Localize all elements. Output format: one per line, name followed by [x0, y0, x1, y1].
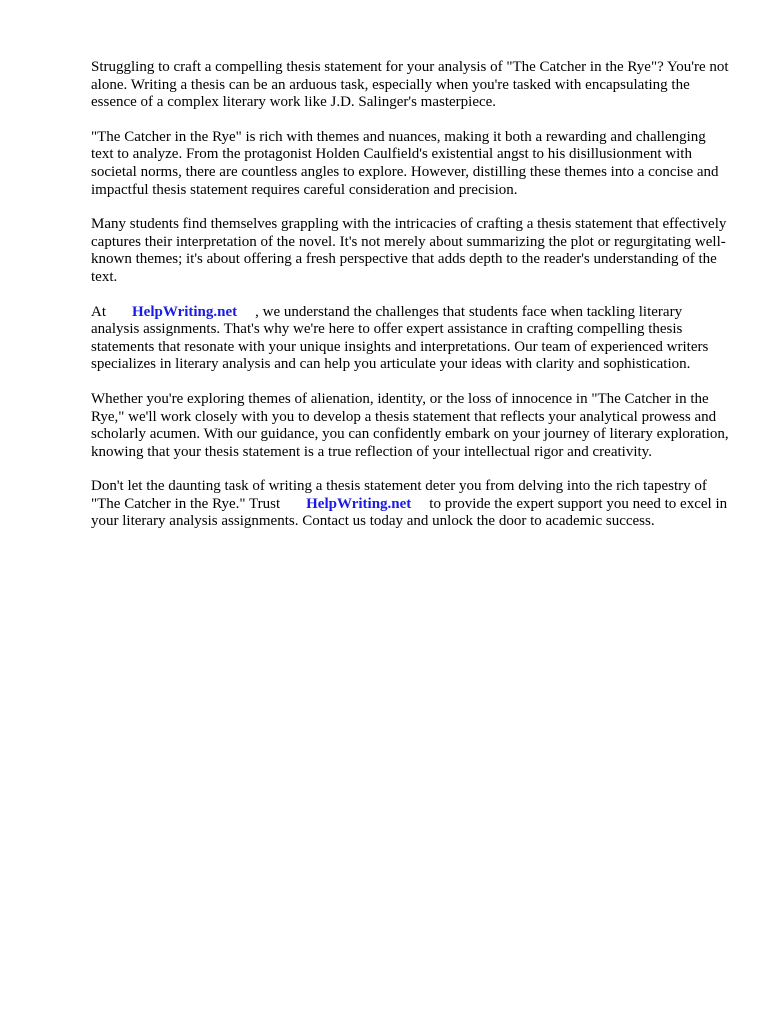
paragraph-closing-rest: to provide the expert support you need to excel in your literary analysis assignments. Contact us today and unlock the door to academic success. [91, 495, 728, 530]
paragraph-themes: "The Catcher in the Rye" is rich with themes and nuances, making it both a rewarding and challenging text to analyze. From the protagonist Holden Caulfield's existential angst to his disillusionment with societal norms, there are countless angles to explore. However, distilling these themes into a concise and impactful thesis statement requires careful consideration and precision. [91, 128, 719, 198]
paragraph-guidance: Whether you're exploring themes of alienation, identity, or the loss of innocence in "The Catcher in the Rye," we'll work closely with you to develop a thesis statement that reflects your analytical prowess and scholarly acumen. With our guidance, you can confidently embark on your journey of literary exploration, knowing that your thesis statement is a true reflection of your intellectual rigor and creativity. [91, 390, 729, 460]
helpwriting-link[interactable]: HelpWriting.net [132, 303, 238, 320]
paragraph-service-lead: At [91, 303, 106, 320]
paragraph-intro: Struggling to craft a compelling thesis statement for your analysis of "The Catcher in the Rye"? You're not alone. Writing a thesis can be an arduous task, especially when you're tasked with encapsulating the essence of a complex literary work like J.D. Salinger's masterpiece. [91, 59, 729, 111]
paragraph-students: Many students find themselves grappling with the intricacies of crafting a thesis statement that effectively captures their interpretation of the novel. It's not merely about summarizing the plot or regurgitating well-known themes; it's about offering a fresh perspective that adds depth to the reader's understanding of the text. [91, 216, 727, 285]
helpwriting-link-closing[interactable]: HelpWriting.net [306, 495, 412, 512]
paragraph-service-rest: , we understand the challenges that students face when tackling literary analysis assignments. That's why we're here to offer expert assistance in crafting compelling thesis statements that resonate with your unique insights and interpretations. Our team of experienced writers specializes in literary analysis and can help you articulate your ideas with clarity and sophistication. [91, 303, 709, 373]
paragraph-closing-lead: Don't let the daunting task of writing a thesis statement deter you from delving into the rich tapestry of "The Catcher in the Rye." Trust [91, 478, 707, 512]
paragraph-closing [91, 478, 731, 531]
document-body [91, 59, 731, 548]
paragraph-service [91, 304, 731, 374]
